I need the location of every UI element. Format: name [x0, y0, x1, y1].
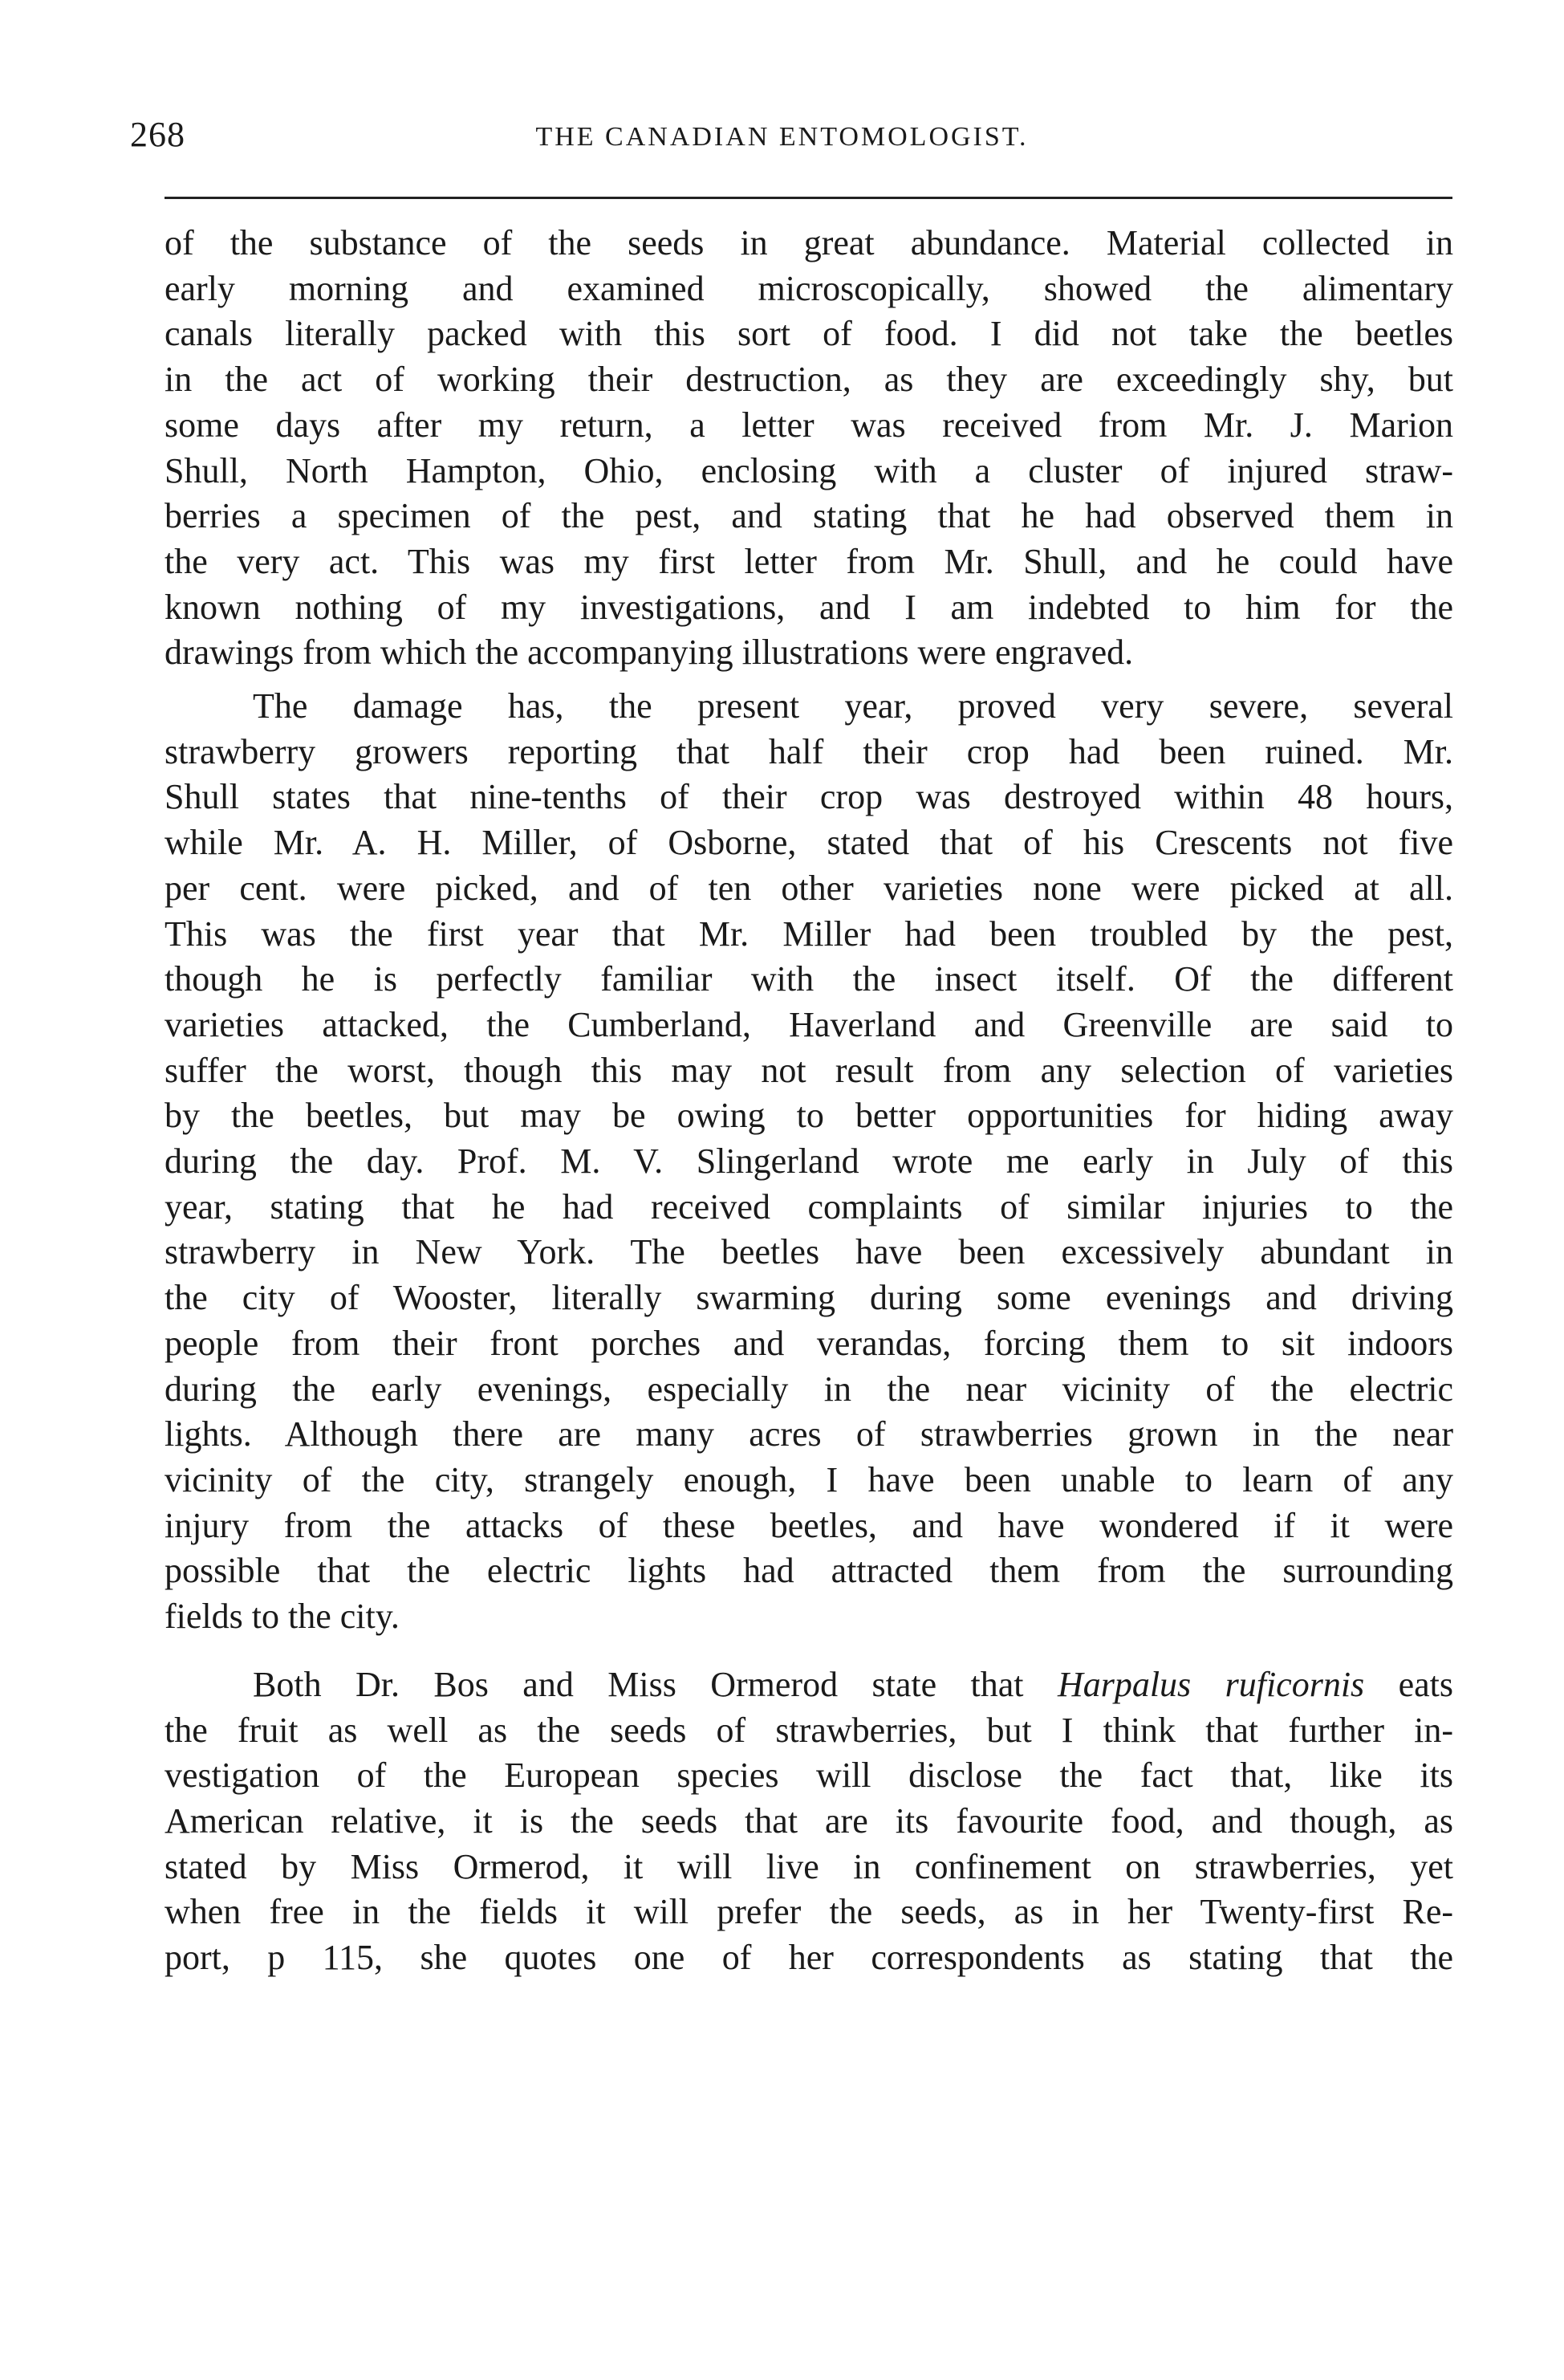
text-line: known nothing of my investigations, and I am indebted to him for the	[165, 587, 1453, 627]
page-number: 268	[130, 115, 185, 154]
body-text	[165, 221, 1453, 1981]
text-line: people from their front porches and verandas, forcing them to sit indoors	[165, 1323, 1453, 1363]
text-line: per cent. were picked, and of ten other varieties none were picked at all.	[165, 868, 1453, 908]
text-line: early morning and examined microscopically, showed the alimentary	[165, 268, 1453, 308]
text-line: while Mr. A. H. Miller, of Osborne, stated that of his Crescents not five	[165, 823, 1453, 863]
text-line: berries a specimen of the pest, and stating that he had observed them in	[165, 496, 1453, 536]
text-line: in the act of working their destruction, as they are exceedingly shy, but	[165, 360, 1453, 400]
text-line: strawberry growers reporting that half their crop had been ruined. Mr.	[165, 731, 1453, 771]
text-line: varieties attacked, the Cumberland, Haverland and Greenville are said to	[165, 1004, 1453, 1044]
text-line: Shull states that nine-tenths of their crop was destroyed within 48 hours,	[165, 777, 1453, 817]
text-line: Shull, North Hampton, Ohio, enclosing with a cluster of injured straw-	[165, 450, 1453, 490]
species-name: Harpalus ruficornis	[1057, 1664, 1365, 1704]
paragraph-3	[165, 1662, 1453, 1981]
text-line: by the beetles, but may be owing to better opportunities for hiding away	[165, 1096, 1453, 1136]
text-line: suffer the worst, though this may not result from any selection of varieties	[165, 1050, 1453, 1090]
text-line: drawings from which the accompanying illustrations were engraved.	[165, 633, 1134, 673]
text-line: though he is perfectly familiar with the insect itself. Of the different	[165, 959, 1453, 999]
text-line: This was the first year that Mr. Miller had been troubled by the pest,	[165, 913, 1453, 954]
text-line: year, stating that he had received complaints of similar injuries to the	[165, 1186, 1453, 1227]
text-line: canals literally packed with this sort of food. I did not take the beetles	[165, 314, 1453, 354]
paragraph-1	[165, 221, 1453, 676]
text-line: stated by Miss Ormerod, it will live in confinement on strawberries, yet	[165, 1846, 1453, 1886]
paragraph-gap	[165, 676, 1453, 684]
running-head: THE CANADIAN ENTOMOLOGIST.	[535, 122, 1029, 152]
text-line: American relative, it is the seeds that are its favourite food, and though, as	[165, 1800, 1453, 1841]
text-run: eats	[1364, 1664, 1453, 1704]
header-rule	[165, 197, 1452, 199]
text-line: port, p 115, she quotes one of her correspondents as stating that the	[165, 1938, 1453, 1978]
text-line	[165, 1662, 1453, 1708]
text-line: during the early evenings, especially in the near vicinity of the electric	[165, 1369, 1453, 1409]
text-line: some days after my return, a letter was received from Mr. J. Marion	[165, 405, 1453, 445]
paragraph-gap	[165, 1640, 1453, 1662]
paragraph-2	[165, 684, 1453, 1640]
text-line: vicinity of the city, strangely enough, I have been unable to learn of any	[165, 1459, 1453, 1499]
text-line: the very act. This was my first letter from Mr. Shull, and he could have	[165, 541, 1453, 581]
text-line: when free in the fields it will prefer the seeds, as in her Twenty-first Re-	[165, 1892, 1453, 1932]
text-line: strawberry in New York. The beetles have been excessively abundant in	[165, 1232, 1453, 1272]
text-line: of the substance of the seeds in great abundance. Material collected in	[165, 223, 1453, 262]
text-line: lights. Although there are many acres of strawberries grown in the near	[165, 1414, 1453, 1454]
text-run: Both Dr. Bos and Miss Ormerod state that	[253, 1664, 1058, 1704]
text-line: The damage has, the present year, proved very severe, several	[253, 686, 1453, 726]
text-line: possible that the electric lights had attracted them from the surrounding	[165, 1551, 1453, 1591]
text-line: the city of Wooster, literally swarming during some evenings and driving	[165, 1278, 1453, 1318]
text-line: fields to the city.	[165, 1597, 400, 1637]
text-line: vestigation of the European species will disclose the fact that, like its	[165, 1756, 1453, 1796]
text-line: the fruit as well as the seeds of strawberries, but I think that further in-	[165, 1710, 1453, 1750]
text-line: injury from the attacks of these beetles, and have wondered if it were	[165, 1505, 1453, 1545]
text-line: during the day. Prof. M. V. Slingerland wrote me early in July of this	[165, 1141, 1453, 1182]
